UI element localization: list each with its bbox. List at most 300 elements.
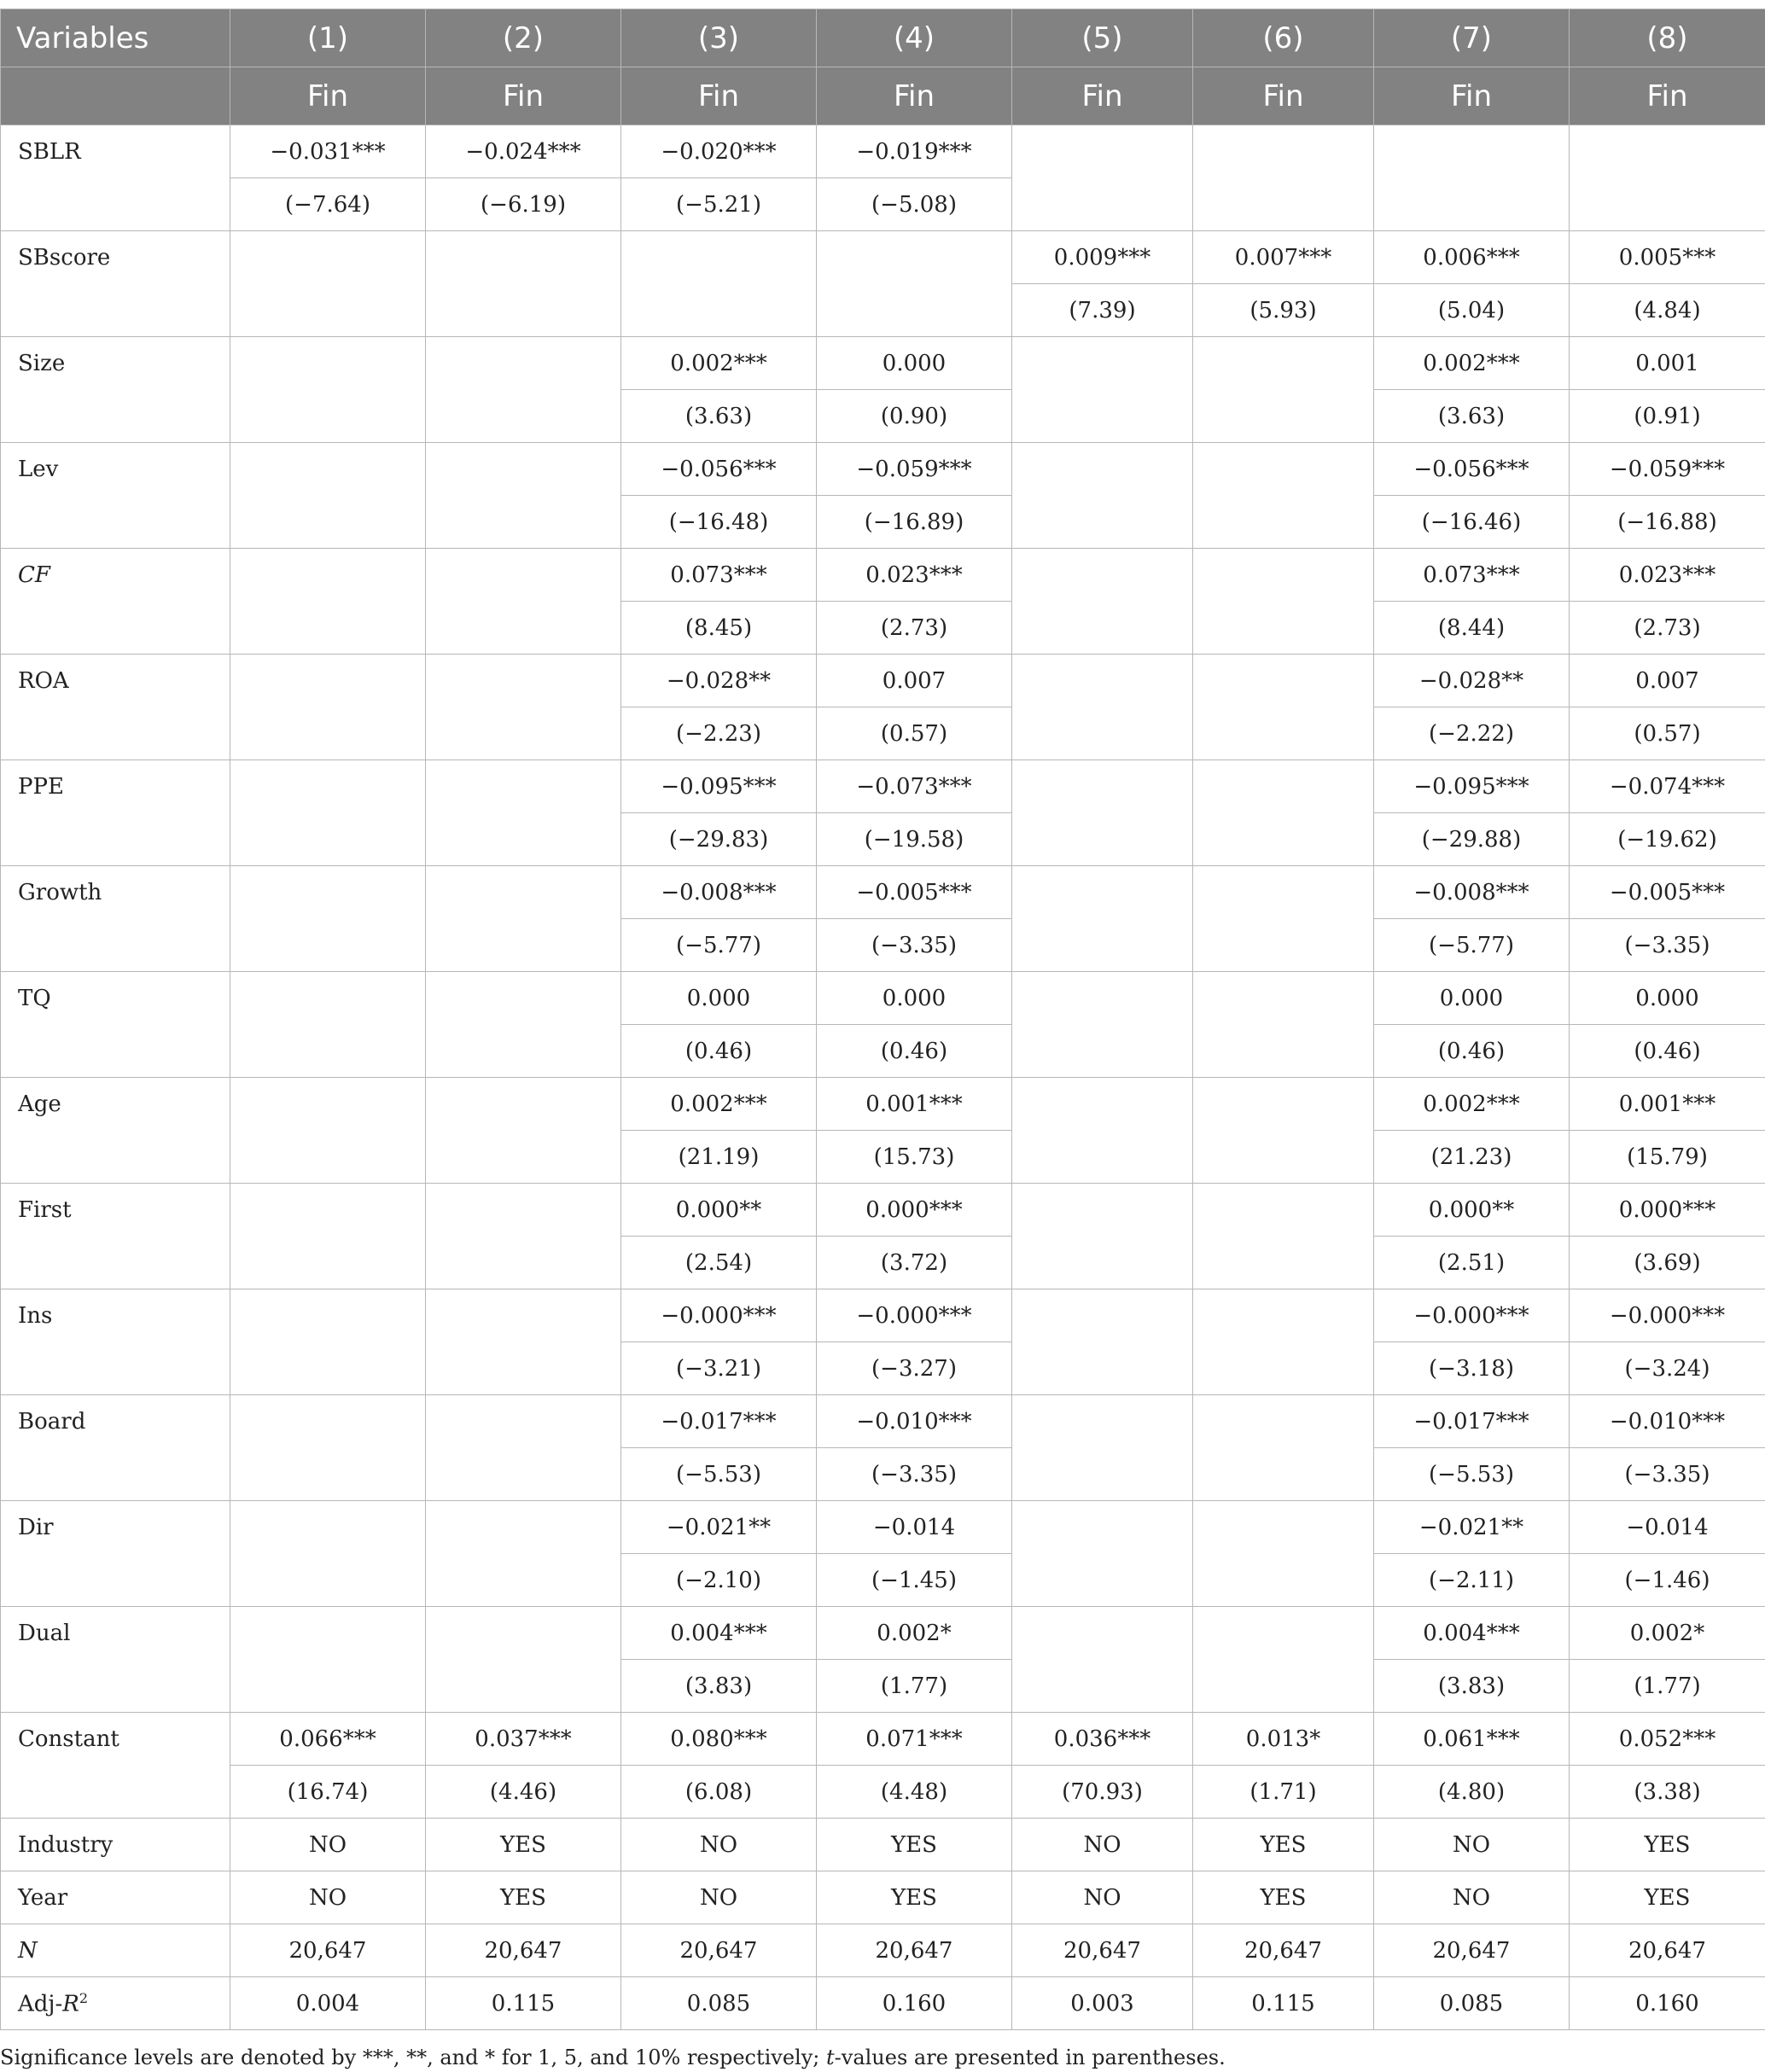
t-value-cell: (−19.58)	[817, 813, 1012, 866]
t-value-cell: (−16.88)	[1570, 496, 1765, 549]
summary-value-cell: 0.115	[1193, 1977, 1374, 2030]
empty-cell	[1193, 443, 1374, 549]
coefficient-cell: 0.052***	[1570, 1713, 1765, 1766]
t-value-cell: (−7.64)	[230, 178, 426, 231]
summary-value-cell: 0.004	[230, 1977, 426, 2030]
dependent-variable-header: Fin	[426, 67, 621, 125]
coefficient-cell: −0.031***	[230, 125, 426, 178]
coefficient-cell: −0.010***	[1570, 1395, 1765, 1448]
empty-cell	[1193, 1184, 1374, 1289]
column-number-header: (4)	[817, 9, 1012, 67]
t-value-cell: (6.08)	[621, 1766, 817, 1819]
t-value-cell: (8.44)	[1374, 602, 1570, 655]
t-value-cell: (0.91)	[1570, 390, 1765, 443]
empty-cell	[1012, 1501, 1193, 1607]
summary-value-cell: 0.160	[1570, 1977, 1765, 2030]
coefficient-cell: 0.000	[817, 337, 1012, 390]
summary-value-cell: 0.115	[426, 1977, 621, 2030]
empty-cell	[426, 231, 621, 337]
t-value-cell: (3.63)	[1374, 390, 1570, 443]
coefficient-cell: 0.007	[817, 655, 1012, 707]
table-row	[1, 125, 1765, 178]
variable-name	[1, 1607, 230, 1713]
regression-table-container	[0, 9, 1765, 2030]
empty-cell	[1193, 337, 1374, 443]
t-value-cell: (1.77)	[817, 1660, 1012, 1713]
summary-value-cell: NO	[1374, 1871, 1570, 1924]
variable-label: Lev	[18, 457, 59, 482]
t-value-cell: (4.48)	[817, 1766, 1012, 1819]
summary-value-cell: NO	[230, 1819, 426, 1871]
empty-cell	[426, 1078, 621, 1184]
t-value-cell: (−29.88)	[1374, 813, 1570, 866]
empty-cell	[426, 1501, 621, 1607]
header-row-columns	[1, 9, 1765, 67]
t-value-cell: (2.54)	[621, 1237, 817, 1289]
coefficient-cell: 0.023***	[817, 549, 1012, 602]
empty-cell	[1012, 443, 1193, 549]
empty-cell	[1012, 760, 1193, 866]
regression-table	[0, 9, 1765, 2030]
coefficient-cell: 0.009***	[1012, 231, 1193, 284]
coefficient-cell: 0.000***	[817, 1184, 1012, 1237]
empty-cell	[230, 1607, 426, 1713]
t-value-cell: (2.73)	[1570, 602, 1765, 655]
empty-cell	[230, 1395, 426, 1501]
coefficient-cell: −0.005***	[817, 866, 1012, 919]
empty-cell	[1193, 1395, 1374, 1501]
t-value-cell: (−5.77)	[1374, 919, 1570, 972]
empty-cell	[1193, 1501, 1374, 1607]
t-value-cell: (−2.11)	[1374, 1554, 1570, 1607]
empty-cell	[230, 866, 426, 972]
empty-cell	[817, 231, 1012, 337]
t-value-cell: (15.73)	[817, 1131, 1012, 1184]
t-value-cell: (−2.23)	[621, 707, 817, 760]
summary-value-cell: 20,647	[1193, 1924, 1374, 1977]
coefficient-cell: 0.036***	[1012, 1713, 1193, 1766]
summary-value-cell: YES	[1193, 1871, 1374, 1924]
table-footnote	[0, 2046, 1226, 2069]
empty-cell	[230, 972, 426, 1078]
coefficient-cell: −0.000***	[1570, 1289, 1765, 1342]
coefficient-cell: −0.095***	[621, 760, 817, 813]
variable-name	[1, 1501, 230, 1607]
summary-value-cell: NO	[1012, 1871, 1193, 1924]
t-value-cell: (2.73)	[817, 602, 1012, 655]
t-value-cell: (−16.89)	[817, 496, 1012, 549]
summary-value-cell: 20,647	[230, 1924, 426, 1977]
t-value-cell: (3.63)	[621, 390, 817, 443]
t-value-cell: (8.45)	[621, 602, 817, 655]
coefficient-cell: −0.095***	[1374, 760, 1570, 813]
table-row	[1, 1184, 1765, 1237]
table-row	[1, 1501, 1765, 1554]
coefficient-cell: −0.020***	[621, 125, 817, 178]
summary-value-cell: NO	[1012, 1819, 1193, 1871]
empty-cell	[230, 655, 426, 760]
variable-label: PPE	[18, 774, 64, 800]
dependent-variable-header: Fin	[817, 67, 1012, 125]
variable-label: TQ	[18, 986, 51, 1011]
summary-value-cell: 20,647	[621, 1924, 817, 1977]
t-value-cell: (−2.22)	[1374, 707, 1570, 760]
coefficient-cell: −0.000***	[817, 1289, 1012, 1342]
empty-cell	[1193, 972, 1374, 1078]
summary-label	[1, 1977, 230, 2030]
empty-cell	[426, 1184, 621, 1289]
empty-cell	[230, 549, 426, 655]
t-value-cell: (70.93)	[1012, 1766, 1193, 1819]
t-value-cell: (1.71)	[1193, 1766, 1374, 1819]
t-value-cell: (−1.46)	[1570, 1554, 1765, 1607]
empty-cell	[1193, 1078, 1374, 1184]
empty-cell	[426, 866, 621, 972]
t-value-cell: (−3.35)	[1570, 919, 1765, 972]
summary-value-cell: YES	[1570, 1871, 1765, 1924]
coefficient-cell: 0.000***	[1570, 1184, 1765, 1237]
summary-value-cell: YES	[817, 1819, 1012, 1871]
summary-value-cell: 20,647	[1374, 1924, 1570, 1977]
coefficient-cell: −0.010***	[817, 1395, 1012, 1448]
empty-cell	[230, 1184, 426, 1289]
coefficient-cell: 0.001***	[1570, 1078, 1765, 1131]
t-value-cell: (−3.21)	[621, 1342, 817, 1395]
coefficient-cell: 0.073***	[1374, 549, 1570, 602]
empty-cell	[1193, 1289, 1374, 1395]
coefficient-cell: 0.066***	[230, 1713, 426, 1766]
empty-cell	[1012, 1607, 1193, 1713]
summary-value-cell: YES	[426, 1871, 621, 1924]
variable-name	[1, 760, 230, 866]
t-value-cell: (21.19)	[621, 1131, 817, 1184]
t-value-cell: (−3.24)	[1570, 1342, 1765, 1395]
variable-name	[1, 655, 230, 760]
t-value-cell: (−6.19)	[426, 178, 621, 231]
coefficient-cell: 0.000**	[621, 1184, 817, 1237]
coefficient-cell: −0.014	[817, 1501, 1012, 1554]
summary-value-cell: 20,647	[1012, 1924, 1193, 1977]
variable-label: Dir	[18, 1515, 54, 1540]
summary-value-cell: 0.085	[1374, 1977, 1570, 2030]
t-value-cell: (3.83)	[621, 1660, 817, 1713]
variable-name	[1, 443, 230, 549]
t-value-cell: (16.74)	[230, 1766, 426, 1819]
variable-label: SBscore	[18, 245, 111, 271]
summary-value-cell: YES	[426, 1819, 621, 1871]
variable-label: Growth	[18, 880, 102, 905]
table-row	[1, 1766, 1765, 1819]
coefficient-cell: 0.073***	[621, 549, 817, 602]
table-row	[1, 549, 1765, 602]
variable-label: SBLR	[18, 139, 81, 165]
variable-name	[1, 1078, 230, 1184]
summary-value-cell: YES	[1193, 1819, 1374, 1871]
dependent-variable-header: Fin	[1193, 67, 1374, 125]
table-row	[1, 1395, 1765, 1448]
t-value-cell: (−2.10)	[621, 1554, 817, 1607]
empty-cell	[426, 1395, 621, 1501]
empty-cell	[230, 1501, 426, 1607]
coefficient-cell: −0.059***	[1570, 443, 1765, 496]
coefficient-cell: 0.002***	[1374, 1078, 1570, 1131]
variable-name	[1, 549, 230, 655]
t-value-cell: (3.72)	[817, 1237, 1012, 1289]
column-number-header: (2)	[426, 9, 621, 67]
coefficient-cell: −0.005***	[1570, 866, 1765, 919]
coefficient-cell: −0.059***	[817, 443, 1012, 496]
coefficient-cell: −0.017***	[621, 1395, 817, 1448]
empty-cell	[1193, 866, 1374, 972]
summary-label	[1, 1924, 230, 1977]
t-value-cell: (−16.48)	[621, 496, 817, 549]
empty-cell	[230, 760, 426, 866]
summary-value-cell: NO	[1374, 1819, 1570, 1871]
empty-cell	[426, 1607, 621, 1713]
coefficient-cell: −0.021**	[621, 1501, 817, 1554]
table-row	[1, 1607, 1765, 1660]
summary-value-cell: 20,647	[1570, 1924, 1765, 1977]
empty-cell	[426, 655, 621, 760]
dependent-variable-header: Fin	[1570, 67, 1765, 125]
coefficient-cell: 0.002***	[1374, 337, 1570, 390]
empty-cell	[1012, 125, 1193, 231]
coefficient-cell: −0.017***	[1374, 1395, 1570, 1448]
summary-value-cell: 0.160	[817, 1977, 1012, 2030]
t-value-cell: (0.57)	[1570, 707, 1765, 760]
variables-header: Variables	[1, 9, 230, 67]
coefficient-cell: −0.024***	[426, 125, 621, 178]
coefficient-cell: 0.000	[1570, 972, 1765, 1025]
empty-cell	[426, 760, 621, 866]
t-value-cell: (−5.08)	[817, 178, 1012, 231]
summary-label	[1, 1819, 230, 1871]
empty-cell	[1374, 125, 1570, 231]
t-value-cell: (−3.18)	[1374, 1342, 1570, 1395]
table-row	[1, 1977, 1765, 2030]
empty-cell	[1012, 1395, 1193, 1501]
table-row	[1, 443, 1765, 496]
variable-label: ROA	[18, 668, 69, 694]
coefficient-cell: 0.000	[1374, 972, 1570, 1025]
t-value-cell: (0.46)	[817, 1025, 1012, 1078]
t-value-cell: (−29.83)	[621, 813, 817, 866]
coefficient-cell: 0.005***	[1570, 231, 1765, 284]
summary-label-text: Year	[18, 1884, 68, 1911]
coefficient-cell: 0.004***	[621, 1607, 817, 1660]
t-value-cell: (5.04)	[1374, 284, 1570, 337]
summary-value-cell: 0.003	[1012, 1977, 1193, 2030]
variable-label: Ins	[18, 1303, 53, 1329]
t-value-cell: (15.79)	[1570, 1131, 1765, 1184]
summary-label-superscript: 2	[79, 1989, 89, 2006]
empty-cell	[1193, 760, 1374, 866]
coefficient-cell: 0.002*	[817, 1607, 1012, 1660]
variable-name	[1, 1395, 230, 1501]
header-blank-cell	[1, 67, 230, 125]
table-row	[1, 1924, 1765, 1977]
coefficient-cell: 0.080***	[621, 1713, 817, 1766]
variable-label: Board	[18, 1409, 86, 1435]
table-row	[1, 337, 1765, 390]
coefficient-cell: −0.019***	[817, 125, 1012, 178]
variable-label: CF	[18, 562, 50, 588]
empty-cell	[1193, 549, 1374, 655]
header-row-dependent-variable	[1, 67, 1765, 125]
empty-cell	[426, 443, 621, 549]
empty-cell	[1012, 972, 1193, 1078]
column-number-header: (5)	[1012, 9, 1193, 67]
coefficient-cell: −0.056***	[621, 443, 817, 496]
empty-cell	[1193, 1607, 1374, 1713]
coefficient-cell: 0.007	[1570, 655, 1765, 707]
empty-cell	[1012, 655, 1193, 760]
t-value-cell: (−5.53)	[1374, 1448, 1570, 1501]
coefficient-cell: 0.061***	[1374, 1713, 1570, 1766]
column-number-header: (8)	[1570, 9, 1765, 67]
t-value-cell: (−5.21)	[621, 178, 817, 231]
t-value-cell: (0.46)	[621, 1025, 817, 1078]
empty-cell	[230, 337, 426, 443]
t-value-cell: (4.46)	[426, 1766, 621, 1819]
dependent-variable-header: Fin	[621, 67, 817, 125]
table-row	[1, 760, 1765, 813]
empty-cell	[426, 337, 621, 443]
variable-name	[1, 337, 230, 443]
table-row	[1, 1871, 1765, 1924]
t-value-cell: (2.51)	[1374, 1237, 1570, 1289]
t-value-cell: (−3.35)	[817, 1448, 1012, 1501]
t-value-cell: (−3.35)	[817, 919, 1012, 972]
empty-cell	[1012, 337, 1193, 443]
table-header	[1, 9, 1765, 125]
coefficient-cell: 0.000	[817, 972, 1012, 1025]
coefficient-cell: 0.002*	[1570, 1607, 1765, 1660]
t-value-cell: (−1.45)	[817, 1554, 1012, 1607]
coefficient-cell: 0.001***	[817, 1078, 1012, 1131]
summary-label-text: Industry	[18, 1831, 114, 1858]
dependent-variable-header: Fin	[230, 67, 426, 125]
t-value-cell: (−3.27)	[817, 1342, 1012, 1395]
summary-value-cell: 20,647	[817, 1924, 1012, 1977]
t-value-cell: (4.84)	[1570, 284, 1765, 337]
empty-cell	[1012, 866, 1193, 972]
t-value-cell: (3.69)	[1570, 1237, 1765, 1289]
t-value-cell: (−16.46)	[1374, 496, 1570, 549]
footnote-text-end: -values are presented in parentheses.	[834, 2046, 1226, 2069]
empty-cell	[230, 1289, 426, 1395]
t-value-cell: (−19.62)	[1570, 813, 1765, 866]
t-value-cell: (0.90)	[817, 390, 1012, 443]
variable-name	[1, 1713, 230, 1819]
coefficient-cell: 0.071***	[817, 1713, 1012, 1766]
coefficient-cell: 0.000**	[1374, 1184, 1570, 1237]
t-value-cell: (7.39)	[1012, 284, 1193, 337]
summary-label	[1, 1871, 230, 1924]
t-value-cell: (4.80)	[1374, 1766, 1570, 1819]
variable-label: First	[18, 1197, 72, 1223]
empty-cell	[1193, 655, 1374, 760]
table-row	[1, 231, 1765, 284]
summary-value-cell: YES	[1570, 1819, 1765, 1871]
summary-label-text: N	[18, 1937, 38, 1964]
column-number-header: (1)	[230, 9, 426, 67]
empty-cell	[1570, 125, 1765, 231]
empty-cell	[230, 443, 426, 549]
t-value-cell: (1.77)	[1570, 1660, 1765, 1713]
t-value-cell: (3.38)	[1570, 1766, 1765, 1819]
coefficient-cell: 0.001	[1570, 337, 1765, 390]
table-row	[1, 972, 1765, 1025]
variable-label: Size	[18, 351, 66, 376]
table-row	[1, 1289, 1765, 1342]
coefficient-cell: −0.056***	[1374, 443, 1570, 496]
table-row	[1, 655, 1765, 707]
coefficient-cell: −0.014	[1570, 1501, 1765, 1554]
coefficient-cell: −0.000***	[621, 1289, 817, 1342]
table-row	[1, 1078, 1765, 1131]
empty-cell	[1012, 1289, 1193, 1395]
coefficient-cell: 0.002***	[621, 337, 817, 390]
footnote-italic-t: t	[826, 2046, 835, 2069]
coefficient-cell: 0.002***	[621, 1078, 817, 1131]
empty-cell	[230, 231, 426, 337]
empty-cell	[1193, 125, 1374, 231]
footnote-text: Significance levels are denoted by ***, **, and * for 1, 5, and 10% respectively;	[0, 2046, 826, 2069]
table-row	[1, 1819, 1765, 1871]
summary-value-cell: NO	[621, 1819, 817, 1871]
coefficient-cell: −0.008***	[1374, 866, 1570, 919]
t-value-cell: (0.57)	[817, 707, 1012, 760]
dependent-variable-header: Fin	[1374, 67, 1570, 125]
variable-label: Dual	[18, 1621, 71, 1646]
summary-value-cell: NO	[230, 1871, 426, 1924]
t-value-cell: (−5.77)	[621, 919, 817, 972]
empty-cell	[1012, 549, 1193, 655]
table-body	[1, 125, 1765, 2030]
coefficient-cell: −0.028**	[621, 655, 817, 707]
summary-value-cell: NO	[621, 1871, 817, 1924]
empty-cell	[426, 549, 621, 655]
t-value-cell: (0.46)	[1374, 1025, 1570, 1078]
variable-name	[1, 1289, 230, 1395]
empty-cell	[1012, 1184, 1193, 1289]
variable-name	[1, 231, 230, 337]
variable-name	[1, 1184, 230, 1289]
summary-value-cell: 0.085	[621, 1977, 817, 2030]
column-number-header: (6)	[1193, 9, 1374, 67]
empty-cell	[426, 1289, 621, 1395]
variable-label: Constant	[18, 1726, 119, 1752]
coefficient-cell: −0.008***	[621, 866, 817, 919]
coefficient-cell: 0.013*	[1193, 1713, 1374, 1766]
table-row	[1, 866, 1765, 919]
coefficient-cell: −0.074***	[1570, 760, 1765, 813]
coefficient-cell: 0.006***	[1374, 231, 1570, 284]
variable-name	[1, 125, 230, 231]
summary-value-cell: 20,647	[426, 1924, 621, 1977]
variable-name	[1, 866, 230, 972]
dependent-variable-header: Fin	[1012, 67, 1193, 125]
column-number-header: (3)	[621, 9, 817, 67]
t-value-cell: (−5.53)	[621, 1448, 817, 1501]
coefficient-cell: 0.007***	[1193, 231, 1374, 284]
table-row	[1, 1713, 1765, 1766]
summary-label-text: Adj-R	[18, 1991, 79, 2017]
coefficient-cell: 0.037***	[426, 1713, 621, 1766]
t-value-cell: (−3.35)	[1570, 1448, 1765, 1501]
summary-value-cell: YES	[817, 1871, 1012, 1924]
